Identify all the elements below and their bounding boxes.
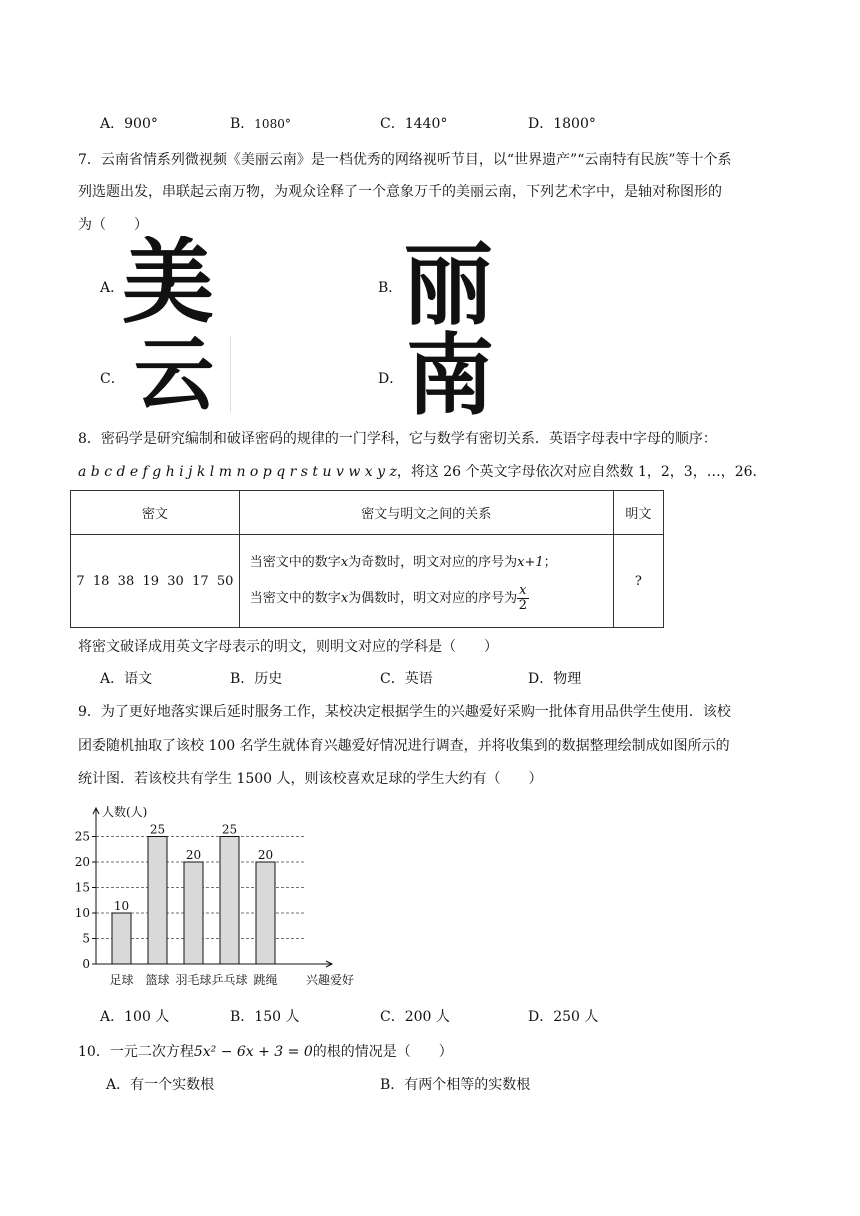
- q9-line-2: 团委随机抽取了该校 100 名学生就体育兴趣爱好情况进行调查，并将收集到的数据整理绘制成如图所示的: [78, 738, 730, 754]
- svg-text:云: 云: [134, 336, 214, 412]
- cipher-table: [70, 490, 664, 628]
- bar: [220, 837, 239, 965]
- q7-option-a-art[interactable]: [122, 236, 214, 328]
- plain-text-cell: ?: [613, 535, 663, 628]
- y-tick-label: 5: [82, 931, 90, 946]
- q7-option-b-art[interactable]: [402, 240, 494, 328]
- bar-value-label: 10: [113, 899, 130, 913]
- bar: [256, 862, 275, 964]
- q7-option-c-art[interactable]: [124, 336, 231, 412]
- q8-option-c[interactable]: C．英语: [380, 671, 433, 687]
- q8-line-2-tail: ，将这 26 个英文字母依次对应自然数 1，2，3，…，26．: [396, 464, 767, 480]
- bar-chart: [70, 800, 370, 992]
- x-axis-label: 兴趣爱好: [306, 973, 355, 987]
- y-tick-label: 20: [74, 855, 90, 869]
- q9-option-b[interactable]: B．150 人: [230, 1009, 300, 1025]
- art-char-yun-icon: [124, 336, 230, 412]
- q9-option-d[interactable]: D．250 人: [528, 1009, 599, 1025]
- relation-rules: [239, 535, 613, 628]
- y-tick-label: 0: [82, 957, 90, 971]
- q9-option-c[interactable]: C．200 人: [380, 1009, 450, 1025]
- art-char-mei-icon: [122, 236, 214, 328]
- art-char-li-icon: [402, 240, 494, 328]
- table-header-row: [71, 491, 664, 535]
- bar: [148, 837, 167, 965]
- header-plain: 明文: [613, 491, 663, 535]
- bar-value-label: 25: [221, 822, 238, 837]
- bar-value-label: 20: [257, 848, 274, 862]
- x-tick-label: 足球: [109, 973, 134, 987]
- svg-text:丽: 丽: [403, 240, 493, 328]
- bar-value-label: 20: [185, 848, 202, 862]
- q7-option-b-label[interactable]: B．: [378, 280, 403, 296]
- q8-question: 将密文破译成用英文字母表示的明文，则明文对应的学科是（ ）: [78, 639, 498, 655]
- x-tick-label: 跳绳: [253, 973, 278, 987]
- q7-line-3: 为（ ）: [78, 217, 148, 233]
- q6-option-b[interactable]: B．1080°: [230, 116, 291, 132]
- x-tick-label: 篮球: [145, 973, 170, 987]
- svg-text:美: 美: [122, 236, 214, 328]
- rule-odd: 当密文中的数字x为奇数时，明文对应的序号为x+1；: [249, 555, 557, 570]
- rule-even: 当密文中的数字x为偶数时，明文对应的序号为 $\frac{x}{2}$: [249, 583, 527, 613]
- fraction-x-over-2: $\frac{x}{2}$: [518, 583, 527, 613]
- table-row: [71, 535, 664, 628]
- q6-option-d[interactable]: D．1800°: [528, 116, 596, 132]
- q7-option-d-art[interactable]: [402, 330, 498, 418]
- header-relation: 密文与明文之间的关系: [239, 491, 613, 535]
- q9-line-1: 9．为了更好地落实课后延时服务工作，某校决定根据学生的兴趣爱好采购一批体育用品供学生使用．该校: [78, 704, 731, 720]
- q9-option-a[interactable]: A．100 人: [100, 1009, 170, 1025]
- bar: [112, 913, 131, 964]
- y-tick-label: 15: [74, 880, 90, 895]
- y-tick-label: 10: [74, 906, 90, 920]
- y-tick-label: 25: [74, 829, 90, 844]
- bar: [184, 862, 203, 964]
- q7-option-d-label[interactable]: D．: [378, 371, 404, 387]
- q8-alphabet: a b c d e f g h i j k l m n o p q r s t u v w x y z: [78, 464, 397, 480]
- q8-option-b[interactable]: B．历史: [230, 671, 283, 687]
- y-axis-label: 人数(人): [102, 805, 148, 819]
- q7-option-c-label[interactable]: C．: [100, 371, 125, 387]
- q9-line-3: 统计图．若该校共有学生 1500 人，则该校喜欢足球的学生大约有（ ）: [78, 771, 543, 787]
- x-tick-label: 乒乓球: [211, 973, 248, 987]
- q8-option-a[interactable]: A．语文: [100, 671, 153, 687]
- q7-line-1: 7．云南省情系列微视频《美丽云南》是一档优秀的网络视听节目，以“世界遗产”“云南特有民族”等十个系: [78, 152, 732, 168]
- q8-line-1: 8．密码学是研究编制和破译密码的规律的一门学科，它与数学有密切关系．英语字母表中字母的顺序：: [78, 431, 717, 447]
- q6-option-a[interactable]: A．900°: [100, 116, 158, 132]
- art-char-nan-icon: [402, 330, 498, 418]
- q6-option-c[interactable]: C．1440°: [380, 116, 448, 132]
- x-tick-label: 羽毛球: [175, 973, 212, 987]
- q10-option-b[interactable]: B．有两个相等的实数根: [380, 1077, 531, 1093]
- q10-stem: 10．一元二次方程5x² − 6x + 3 = 0的根的情况是（ ）: [78, 1044, 453, 1060]
- cipher-numbers: 7 18 38 19 30 17 50: [71, 535, 240, 628]
- svg-text:南: 南: [405, 330, 495, 418]
- q7-line-2: 列选题出发，串联起云南万物，为观众诠释了一个意象万千的美丽云南，下列艺术字中，是轴对称图形的: [78, 184, 722, 200]
- q7-option-a-label[interactable]: A．: [100, 280, 125, 296]
- q8-option-d[interactable]: D．物理: [528, 671, 582, 687]
- bar-value-label: 25: [149, 822, 166, 837]
- q10-option-a[interactable]: A．有一个实数根: [106, 1077, 215, 1093]
- q8-line-2: [78, 461, 767, 481]
- q10-equation: 5x² − 6x + 3 = 0: [193, 1044, 313, 1060]
- header-cipher: 密文: [71, 491, 240, 535]
